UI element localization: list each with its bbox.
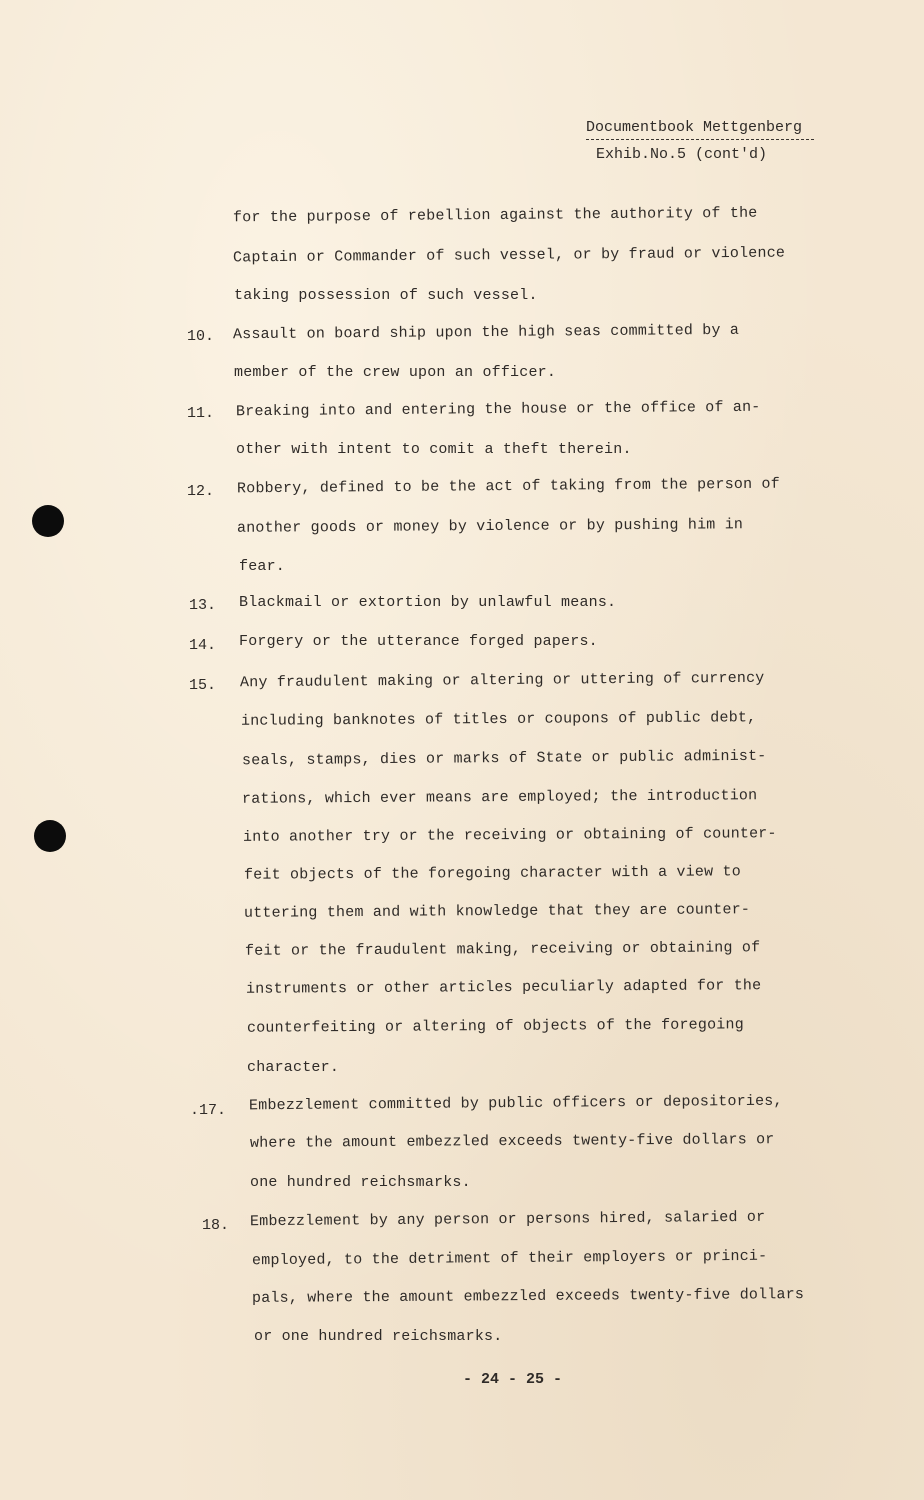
punch-hole — [32, 505, 64, 537]
text-line: where the amount embezzled exceeds twenty-five dollars or — [249, 1131, 775, 1152]
text-line: Forgery or the utterance forged papers. — [239, 633, 598, 650]
text-line: taking possession of such vessel. — [234, 287, 538, 304]
text-line: another goods or money by violence or by pushing him in — [236, 516, 744, 537]
exhibit-number: Exhib.No.5 (cont'd) — [596, 146, 768, 163]
text-line: one hundred reichsmarks. — [250, 1174, 471, 1191]
text-line: into another try or the receiving or obtaining of counter- — [242, 825, 777, 846]
text-line: Embezzlement by any person or persons hired, salaried or — [249, 1208, 766, 1231]
item-number: 18. — [202, 1217, 230, 1234]
text-line: including banknotes of titles or coupons of public debt, — [240, 709, 757, 730]
page-number: - 24 - 25 - — [463, 1371, 563, 1388]
text-line: for the purpose of rebellion against the authority of the — [232, 204, 758, 227]
punch-hole — [34, 820, 66, 852]
item-number: .17. — [190, 1102, 227, 1119]
text-line: rations, which ever means are employed; the introduction — [241, 787, 758, 808]
text-line: other with intent to comit a theft therein. — [236, 441, 632, 458]
text-line: pals, where the amount embezzled exceeds twenty-five dollars — [251, 1286, 805, 1307]
text-line: Captain or Commander of such vessel, or by fraud or violence — [232, 244, 786, 267]
text-line: fear. — [239, 558, 286, 575]
text-line: or one hundred reichsmarks. — [254, 1328, 503, 1345]
item-number: 15. — [189, 677, 217, 694]
item-number: 10. — [187, 328, 215, 345]
item-number: 12. — [187, 483, 215, 500]
text-line: feit objects of the foregoing character with a view to — [243, 863, 741, 884]
text-line: Breaking into and entering the house or the office of an- — [235, 398, 761, 421]
text-line: instruments or other articles peculiarly adapted for the — [245, 977, 762, 998]
document-header — [586, 118, 818, 165]
text-line: Robbery, defined to be the act of taking from the person of — [236, 475, 780, 498]
documentbook-title: Documentbook Mettgenberg — [586, 119, 803, 136]
header-divider — [586, 139, 814, 140]
text-line: Embezzlement committed by public officers or depositories, — [248, 1092, 783, 1115]
text-line: feit or the fraudulent making, receiving or obtaining of — [244, 939, 761, 960]
text-line: uttering them and with knowledge that they are counter- — [243, 901, 751, 922]
item-number: 13. — [189, 597, 217, 614]
text-line: Any fraudulent making or altering or uttering of currency — [239, 669, 765, 692]
text-line: Assault on board ship upon the high seas committed by a — [232, 321, 740, 344]
text-line: member of the crew upon an officer. — [234, 364, 557, 381]
text-line: character. — [247, 1059, 340, 1076]
item-number: 14. — [189, 637, 217, 654]
text-line: counterfeiting or altering of objects of the foregoing — [246, 1016, 744, 1037]
text-line: employed, to the detriment of their employers or princi- — [251, 1247, 768, 1270]
text-line: seals, stamps, dies or marks of State or public administ- — [241, 747, 767, 770]
item-number: 11. — [187, 405, 215, 422]
text-line: Blackmail or extortion by unlawful means. — [239, 594, 617, 611]
